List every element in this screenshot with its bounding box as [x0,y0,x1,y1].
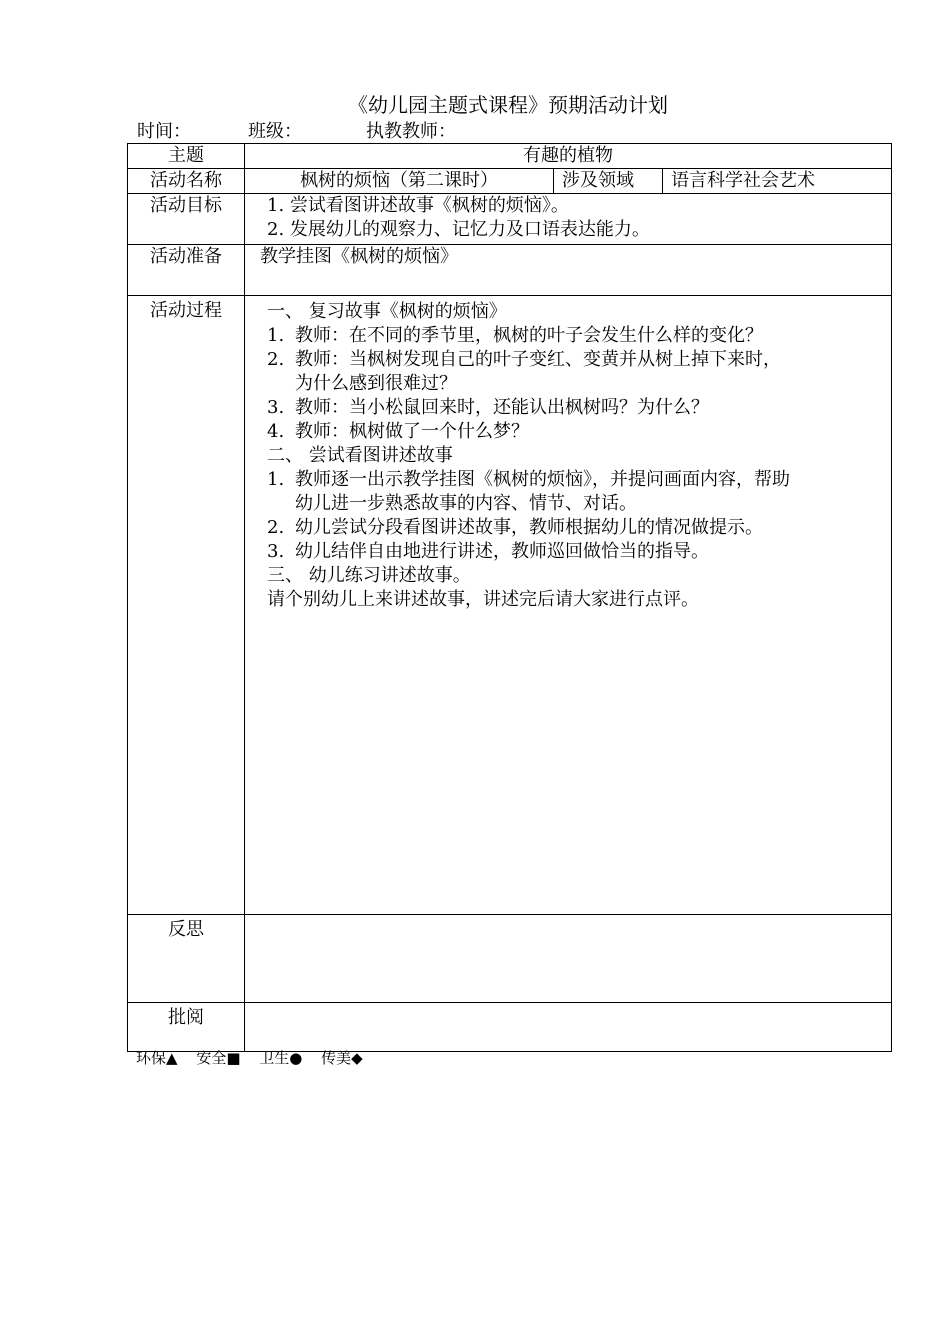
step-text: 教师：当枫树发现自己的叶子变红、变黄并从树上掉下来时， [295,349,781,370]
step-number: 2. [267,517,285,538]
reflection-label: 反思 [128,915,245,1003]
class-label: 班级： [248,121,302,142]
process-closing: 请个别幼儿上来讲述故事，讲述完后请大家进行点评。 [267,589,699,610]
process-cell [245,296,892,915]
process-label: 活动过程 [128,296,245,915]
step-text: 教师：当小松鼠回来时，还能认出枫树吗？为什么？ [295,397,709,418]
activity-name-label: 活动名称 [128,169,245,194]
step-continuation: 为什么感到很难过？ [295,373,457,394]
goal-item: 1. 尝试看图讲述故事《枫树的烦恼》。 [267,195,569,216]
review-cell [245,1003,892,1052]
reflection-cell [245,915,892,1003]
process-section-heading: 二、 尝试看图讲述故事 [267,445,453,466]
step-text: 幼儿尝试分段看图讲述故事，教师根据幼儿的情况做提示。 [295,517,763,538]
legend-item-hygiene: 卫生● [259,1049,303,1067]
goal-item: 2. 发展幼儿的观察力、记忆力及口语表达能力。 [267,219,650,240]
review-label: 批阅 [128,1003,245,1052]
process-step [267,516,891,540]
process-section-heading: 一、 复习故事《枫树的烦恼》 [267,301,507,322]
legend-item-tradition: 传美◆ [321,1049,363,1067]
process-step [267,348,891,372]
process-step [267,468,891,492]
step-text: 教师：枫树做了一个什么梦？ [295,421,529,442]
activity-plan-table [127,143,892,1052]
theme-label: 主题 [128,144,245,169]
step-number: 2. [267,349,285,370]
preparation-label: 活动准备 [128,245,245,296]
process-section-heading: 三、 幼儿练习讲述故事。 [267,565,471,586]
row-reflection [128,915,892,1003]
process-step [267,396,891,420]
preparation-value: 教学挂图《枫树的烦恼》 [245,245,892,296]
activity-name-value: 枫树的烦恼（第二课时） [245,169,554,194]
theme-value: 有趣的植物 [245,144,892,169]
step-text: 教师：在不同的季节里，枫树的叶子会发生什么样的变化？ [295,325,763,346]
row-activity-name [128,169,892,194]
legend [136,1048,377,1068]
row-review [128,1003,892,1052]
step-continuation: 幼儿进一步熟悉故事的内容、情节、对话。 [295,493,637,514]
goals-label: 活动目标 [128,194,245,245]
step-number: 1. [267,325,285,346]
legend-item-safety: 安全■ [196,1049,241,1067]
teacher-label: 执教教师： [366,121,456,142]
step-number: 3. [267,397,285,418]
document-title: 《幼儿园主题式课程》预期活动计划 [348,93,668,117]
step-number: 1. [267,469,285,490]
process-step [267,420,891,444]
step-number: 4. [267,421,285,442]
row-theme [128,144,892,169]
goals-cell [245,194,892,245]
domain-label: 涉及领域 [554,169,663,194]
step-text: 幼儿结伴自由地进行讲述，教师巡回做恰当的指导。 [295,541,709,562]
domain-value: 语言科学社会艺术 [663,169,892,194]
row-preparation [128,245,892,296]
time-label: 时间： [137,121,191,142]
row-process [128,296,892,915]
step-text: 教师逐一出示教学挂图《枫树的烦恼》，并提问画面内容，帮助 [295,469,790,490]
row-goals [128,194,892,245]
step-number: 3. [267,541,285,562]
legend-item-environment: 环保▲ [136,1049,178,1067]
process-step [267,540,891,564]
process-step [267,324,891,348]
